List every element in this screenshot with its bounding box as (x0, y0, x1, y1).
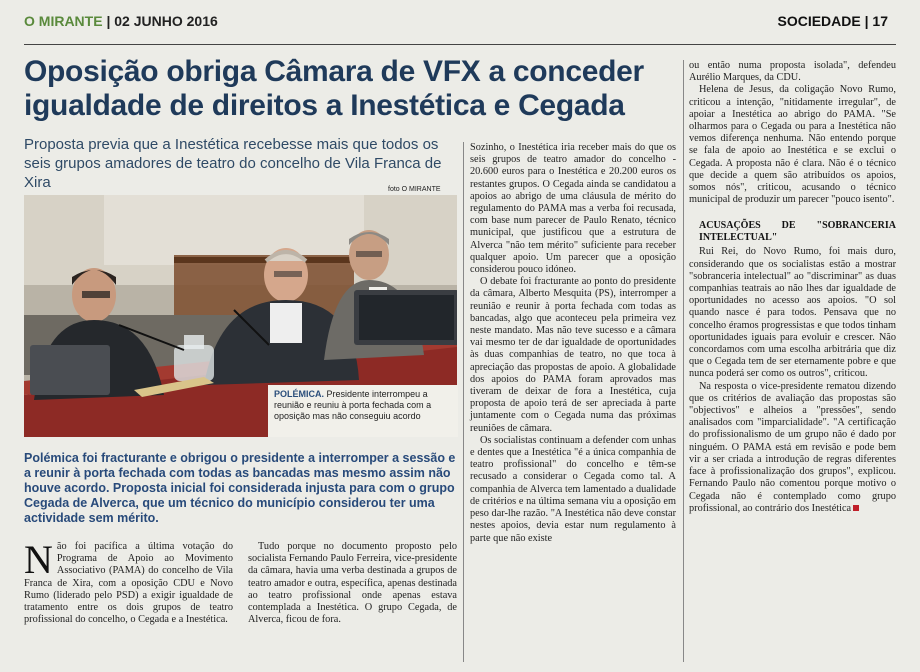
drop-cap: N (24, 537, 53, 582)
column-divider (683, 60, 684, 662)
body-paragraph: Sozinho, o Inestética iria receber mais do que os seis grupos de teatro amador do concelho - 20.600 euros para o Inestética e 20.200 euros os restantes grupos. O Cegada ainda se candidatou a apoios ao abrigo de uma cláusula de mérito do regulamento do PAMA mas a verba foi recusada, com base num parecer de Paulo Renato, técnico municipal, que justificou que a estrutura de Alverca "não tem mérito" suficiente para receber qualquer apoio. Um parecer que a oposição considerou pouco idóneo. (470, 142, 676, 276)
page-number: | 17 (864, 13, 888, 29)
publication-header (24, 13, 218, 29)
end-of-article-mark (853, 505, 859, 511)
body-column-3 (470, 142, 676, 545)
body-paragraph: O debate foi fracturante ao ponto do presidente da câmara, Alberto Mesquita (PS), interromper a reunião e reunir à porta fechada com todas as bancadas, algo que aconteceu pela primeira vez neste mandato. Mas não teve sucesso e a câmara vai mesmo ter de dar igualdade de oportunidades às duas companhias de teatro, no que toca à apreciação das propostas de apoio. A globalidade dos apoios do PAMA foram aprovados mas tiveram de deixar de fora a Inestética, cuja proposta de apoio terá de ser apreciada à parte juntamente com o Cegada numa das próximas reuniões de câmara. (470, 276, 676, 434)
header-rule (24, 44, 896, 45)
section-header (777, 13, 888, 29)
issue-date: | 02 JUNHO 2016 (106, 13, 218, 29)
caption-label: POLÉMICA. (274, 389, 325, 399)
caption-text: Presidente interrompeu a reunião e reuniu à porta fechada com a oposição mas não conseguiu acordo (274, 389, 432, 421)
body-column-2 (248, 541, 457, 626)
publication-name: O MIRANTE (24, 13, 103, 29)
headline-line-2: igualdade de direitos a Inestética e Cegada (24, 89, 625, 122)
body-paragraph: Tudo porque no documento proposto pelo socialista Fernando Paulo Ferreira, vice-presidente da câmara, havia uma verba destinada a grupos de teatro amador e outra, específica, apenas destinada ao teatro profissional onde apenas estava contemplada a Inestética. O grupo Cegada, de Alverca, ficou de fora. (248, 541, 458, 626)
body-paragraph: Helena de Jesus, da coligação Novo Rumo, criticou a intenção, "nitidamente irregular", de apoiar a Inestética ao abrigo do PAMA. "Se olharmos para o Cegada ou para a Inestética não vemos diferença nenhuma. Não entendo porque se fala de apoio ao Inestética e se exclui o Cegada. A proposta não é clara. Não é o técnico que decide a quem são atribuídos os apoios, somos nós", criticou, acusando o técnico municipal de produzir um parecer "pouco isento". (689, 84, 896, 206)
paragraph-text: Na resposta o vice-presidente rematou dizendo que os critérios de avaliação das propostas são "objectivos" e alheios a "pressões", sendo analisados com "imparcialidade". "A certificação do profissionalismo de um grupo não é dado por ninguém. O PAMA está em revisão e pode bem vir a ser criada a introdução de regras diferentes face à profissionalização dos grupos", explicou. Fernando Paulo não comentou porque motivo o Cegada não é contemplado como grupo profissional, ao contrário dos Inestética (689, 380, 896, 514)
paragraph-text: ão foi pacífica a última votação do Programa de Apoio ao Movimento Associativo (PAMA) do concelho de Vila Franca de Xira, com a oposição CDU e Novo Rumo (liderado pelo PSD) a exigir igualdade de tratamento entre os dois grupos de teatro profissional do concelho, o Cegada e a Inestética. (24, 541, 233, 626)
headline-line-1: Oposição obriga Câmara de VFX a conceder (24, 55, 644, 88)
body-paragraph: ou então numa proposta isolada", defendeu Aurélio Marques, da CDU. (689, 60, 896, 84)
body-paragraph (24, 537, 233, 626)
section-name: SOCIEDADE (777, 13, 861, 29)
photo-credit: foto O MIRANTE (388, 186, 441, 193)
body-paragraph: Os socialistas continuam a defender com unhas e dentes que a Inestética "é a única companhia de teatro profissional" do concelho e têm-se recusado a considerar o Cegada como tal. A companhia de Alverca tem lamentado a dualidade de critérios e na última semana viu a oposição em peso dar-lhe razão. "A Inestética não deve constar nestes apoios, devia estar num regulamento à parte que não existe (470, 434, 676, 544)
article-lead: Polémica foi fracturante e obrigou o presidente a interromper a sessão e a reunir à porta fechada com todas as bancadas mas mesmo assim não houve acordo. Proposta inicial foi considerada injusta para com o grupo Cegada de Alverca, que um técnico do município considerou ter uma actividade sem mérito. (24, 451, 456, 525)
body-paragraph: Rui Rei, do Novo Rumo, foi mais duro, considerando que os socialistas estão a mostrar "sobranceria intelectual" ao "discriminar" as duas companhias teatrais ao não lhes dar igualdade de oportunidades no acesso aos apoios. "O sol quando nasce é para todos. Pensava que no concelho éramos progressistas e que todos tinham oportunidades iguais para evoluir e crescer. Não concordamos com uma escolha arbitrária que diz que o Cegada tem de ser eternamente pobre e que nunca poderá ser como os outros", criticou. (689, 246, 896, 380)
column-divider (463, 142, 464, 662)
photo-caption (268, 385, 458, 437)
body-column-4 (689, 60, 896, 515)
body-column-1 (24, 537, 233, 626)
article-subtitle: Proposta previa que a Inestética recebesse mais que todos os seis grupos amadores de teatro do concelho de Vila Franca de Xira (24, 136, 442, 191)
body-paragraph (689, 381, 896, 515)
section-subheading: ACUSAÇÕES DE "SOBRANCERIA INTELECTUAL" (699, 220, 896, 244)
article-headline (24, 55, 684, 123)
